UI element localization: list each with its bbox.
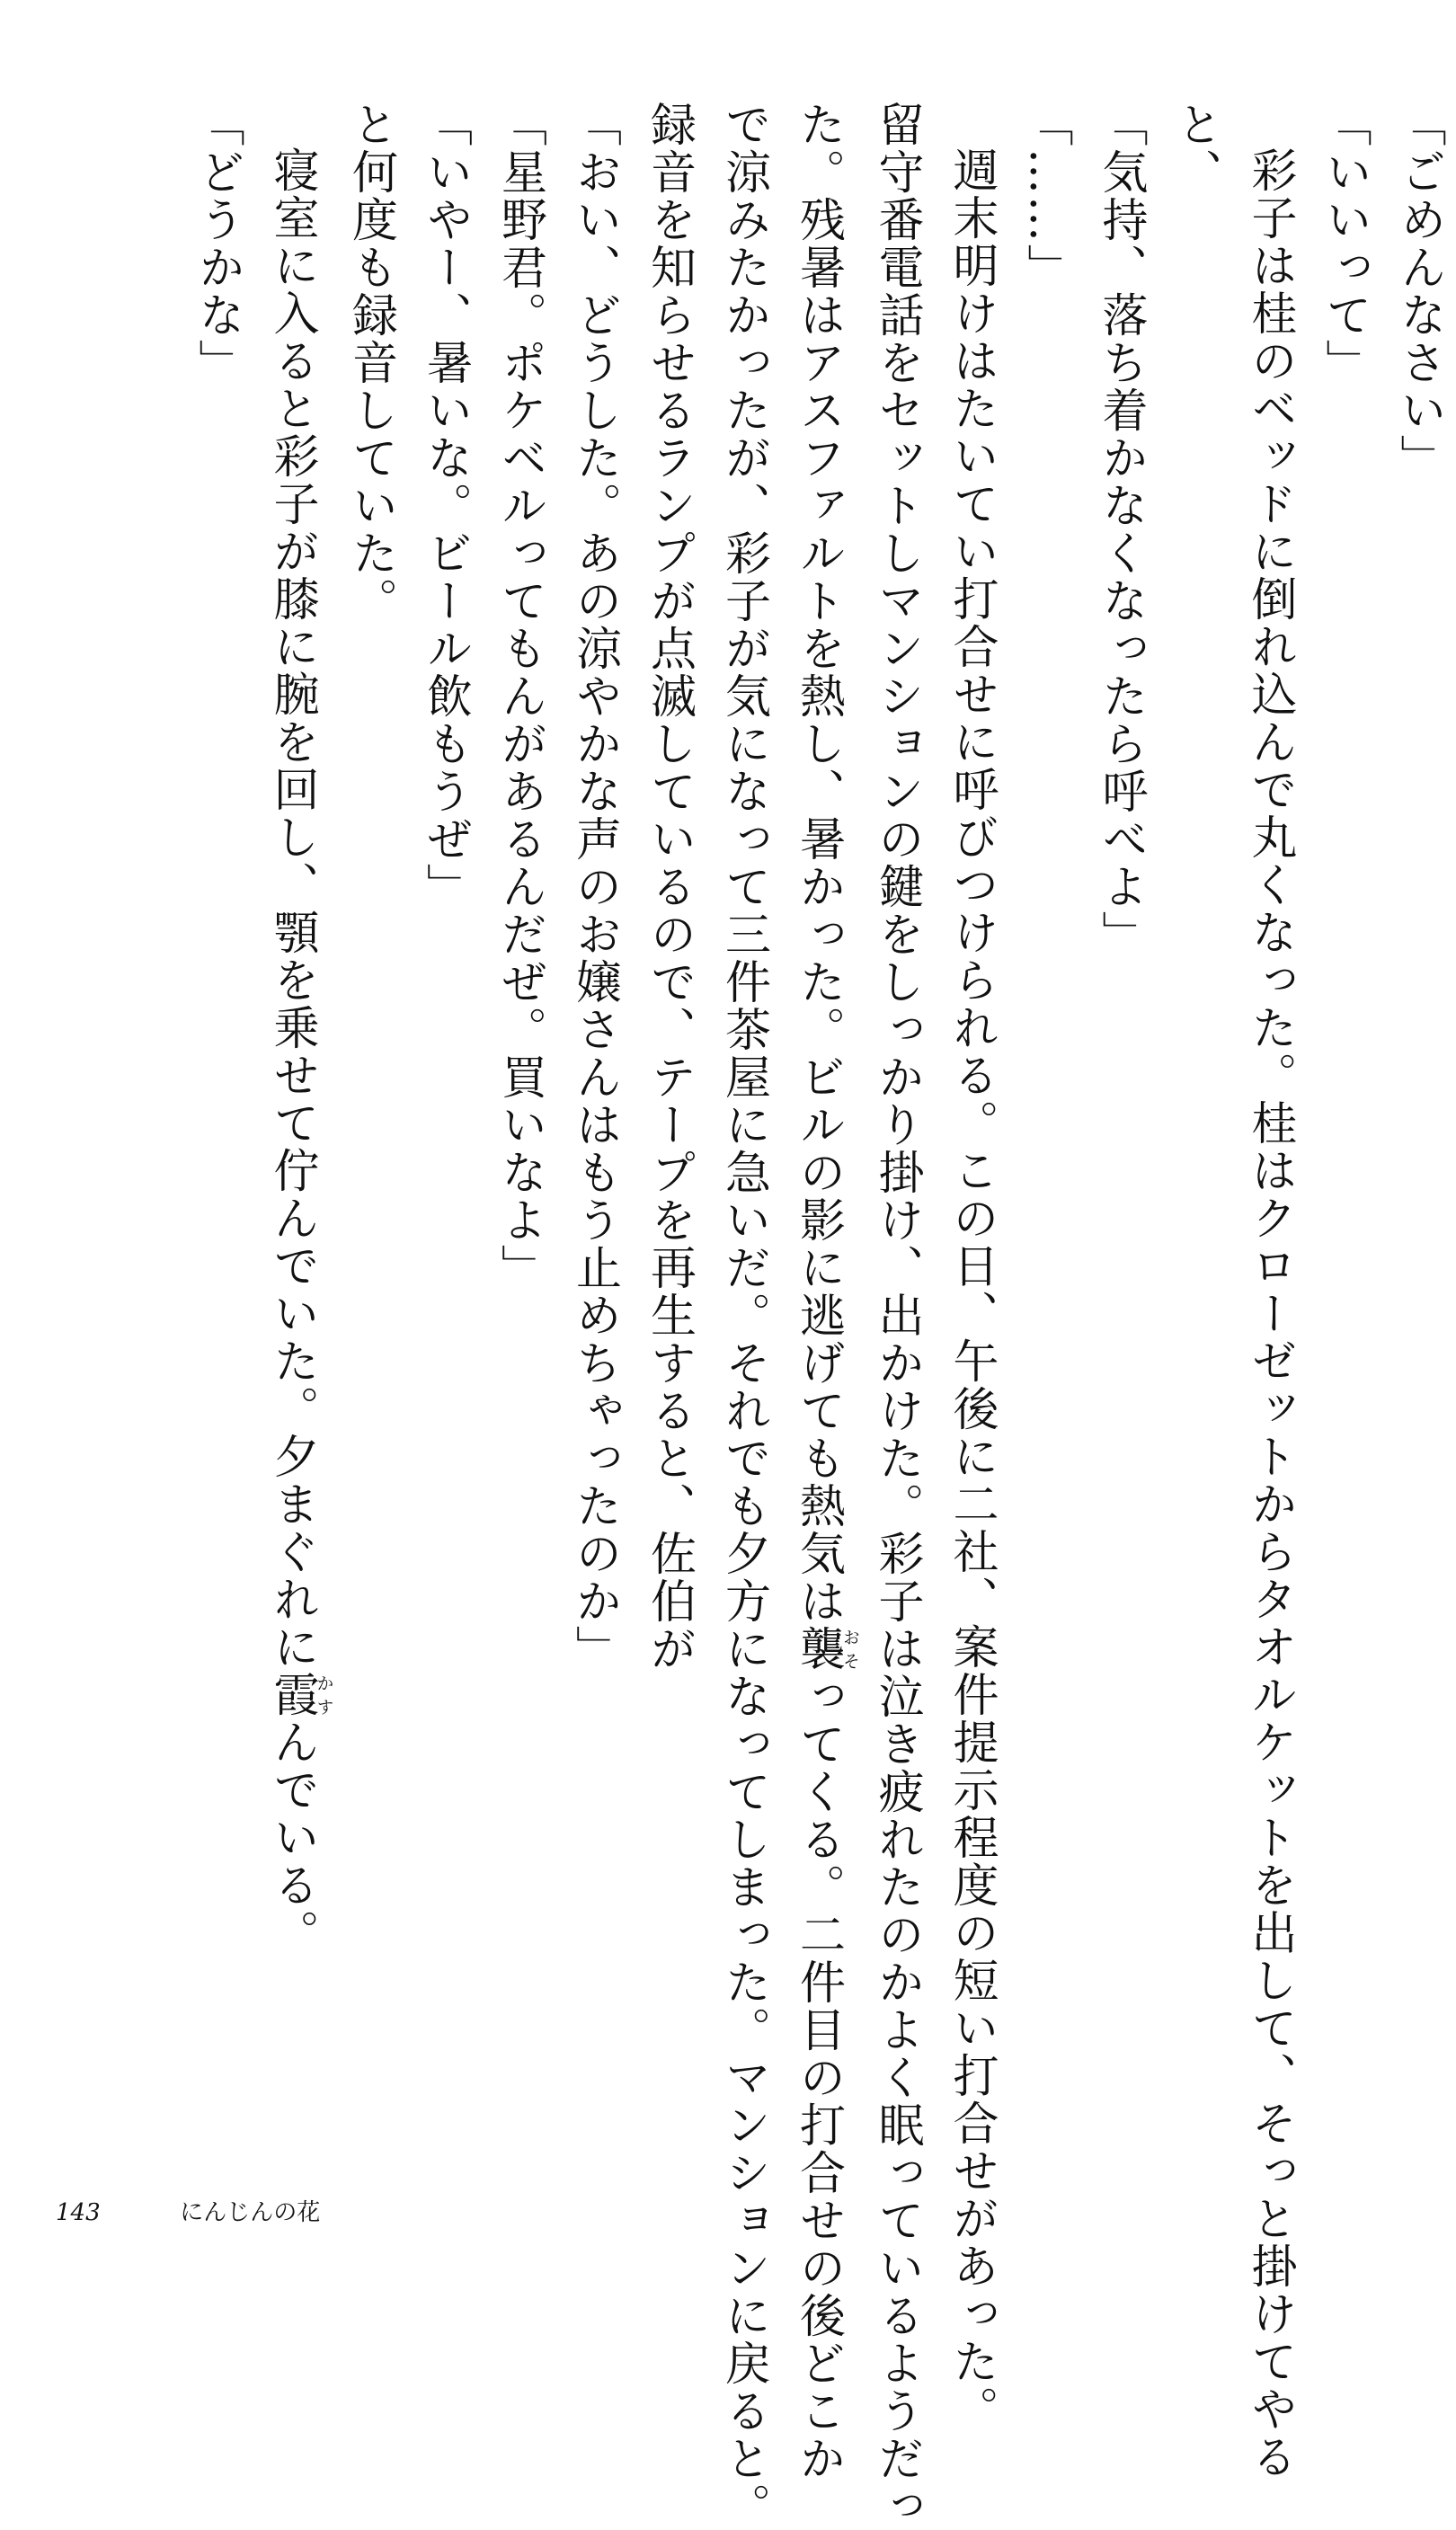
text-segment: 寝室に入ると彩子が膝に腕を回し、顎を乗せて佇んでいた。夕まぐれに [265, 146, 318, 1671]
text-line: 録音を知らせるランプが点滅しているので、テープを再生すると、佐伯が [642, 101, 696, 1673]
ruby-base: 霞 [265, 1671, 318, 1718]
text-line: 「どうかな」 [191, 101, 244, 386]
text-line: 「おい、どうした。あの涼やかな声のお嬢さんはもう止めちゃったのか」 [567, 101, 621, 1673]
text-line: 彩子は桂のベッドに倒れ込んで丸くなった。桂はクローゼットからタオルケットを出して、そっと掛けてやる [1243, 146, 1296, 2481]
text-line: 「……」 [1019, 101, 1072, 291]
ruby-reading: かす [314, 1671, 334, 1718]
text-line: 「ごめんなさい」 [1392, 101, 1445, 482]
ruby-annotation [791, 1625, 860, 1673]
text-line: と何度も録音していた。 [343, 101, 397, 625]
text-line: 「いいって」 [1318, 101, 1371, 386]
book-title: にんじんの花 [180, 2199, 321, 2226]
ruby-reading: おそ [840, 1625, 860, 1673]
text-line-with-ruby [781, 101, 860, 2482]
text-line: 「星野君。ポケベルってもんがあるんだぜ。買いなよ」 [493, 101, 546, 1292]
ruby-annotation [265, 1671, 334, 1718]
text-line: で涼みたかったが、彩子が気になって三件茶屋に急いだ。それでも夕方になってしまった。マンションに戻ると。 [716, 101, 770, 2530]
text-segment: んでいる。 [265, 1718, 318, 1957]
ruby-base: 襲 [791, 1625, 845, 1673]
text-line: と、 [1168, 101, 1221, 196]
text-line: 「気持、落ち着かなくなったら呼べよ」 [1094, 101, 1147, 958]
text-line: 留守番電話をセットしマンションの鍵をしっかり掛け、出かけた。彩子は泣き疲れたのかよく眠っているようだっ [870, 101, 923, 2530]
text-line-with-ruby [254, 101, 333, 2177]
text-line: 週末明けはたいてい打合せに呼びつけられる。この日、午後に二社、案件提示程度の短い打合せがあった。 [945, 146, 998, 2433]
page-number: 143 [56, 2199, 101, 2226]
text-segment: た。残暑はアスファルトを熱し、暑かった。ビルの影に逃げても熱気は [791, 101, 845, 1625]
text-line: 「いやー、暑いな。ビール飲もうぜ」 [418, 101, 472, 910]
text-segment: ってくる。二件目の打合せの後どこか [791, 1673, 845, 2482]
page-footer [56, 2194, 320, 2227]
